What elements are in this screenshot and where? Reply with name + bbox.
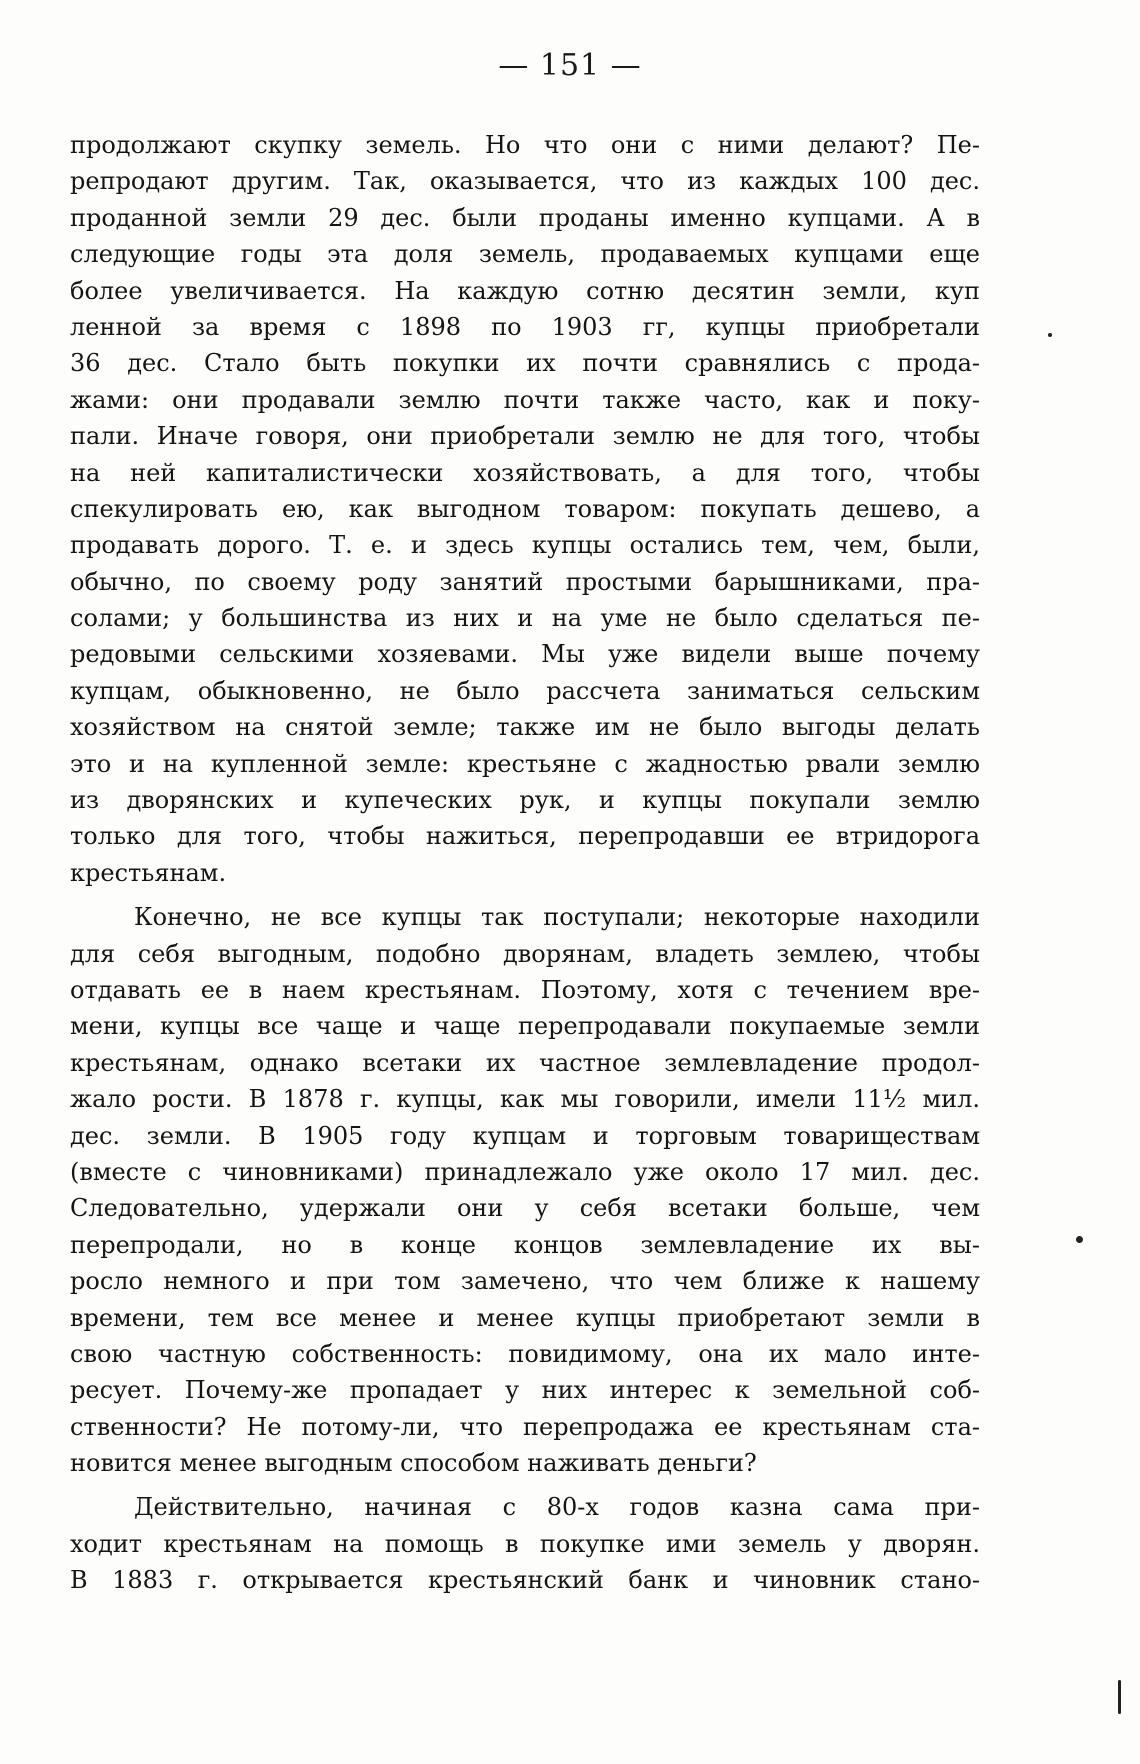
text-line: перепродали, но в конце концов землевладение их вы- [70, 1230, 980, 1259]
text-line: обычно, по своему роду занятий простыми барышниками, пра- [70, 567, 980, 596]
text-line: на ней капиталистически хозяйствовать, а для того, чтобы [70, 458, 980, 487]
text-line: более увеличивается. На каждую сотню десятин земли, куп [70, 276, 980, 305]
text-line: проданной земли 29 дес. были проданы именно купцами. А в [70, 203, 980, 232]
scan-speck [1118, 1680, 1121, 1714]
text-line: дес. земли. В 1905 году купцам и торговым товариществам [70, 1121, 980, 1150]
paragraph-1 [70, 127, 980, 891]
text-line: из дворянских и купеческих рук, и купцы покупали землю [70, 786, 980, 815]
text-line: Следовательно, удержали они у себя всетаки больше, чем [70, 1194, 980, 1223]
text-line: крестьянам. [70, 858, 227, 887]
text-line: свою частную собственность: повидимому, она их мало инте- [70, 1339, 980, 1368]
text-line: это и на купленной земле: крестьяне с жадностью рвали землю [70, 749, 980, 778]
text-line: времени, тем все менее и менее купцы приобретают земли в [70, 1303, 980, 1332]
text-line: В 1883 г. открывается крестьянский банк и чиновник стано- [70, 1566, 980, 1595]
text-line: новится менее выгодным способом наживать деньги? [70, 1449, 757, 1478]
text-line: Конечно, не все купцы так поступали; некоторые находили [134, 903, 980, 932]
text-line: купцам, обыкновенно, не было рассчета заниматься сельским [70, 676, 980, 705]
body-text [70, 127, 980, 1599]
text-line: только для того, чтобы нажиться, перепродавши ее втридорога [70, 822, 980, 851]
text-line: продолжают скупку земель. Но что они с ними делают? Пе- [70, 131, 980, 159]
text-line: пали. Иначе говоря, они приобретали землю не для того, чтобы [70, 422, 980, 451]
page-number: — 151 — [498, 48, 642, 83]
text-line: мени, купцы все чаще и чаще перепродавали покупаемые земли [70, 1012, 980, 1041]
paragraph-gap [70, 1481, 980, 1489]
scan-speck [1048, 333, 1052, 337]
text-line: крестьянам, однако всетаки их частное землевладение продол- [70, 1048, 980, 1077]
text-line: Действительно, начиная с 80-х годов казна сама при- [134, 1493, 980, 1522]
text-line: росло немного и при том замечено, что чем ближе к нашему [70, 1267, 980, 1296]
text-line: хозяйством на снятой земле; также им не было выгоды делать [70, 713, 980, 742]
text-line: 36 дес. Стало быть покупки их почти сравнялись с прода- [70, 349, 980, 378]
scan-speck [1076, 1236, 1083, 1243]
text-line: ходит крестьянам на помощь в покупке ими земель у дворян. [70, 1529, 980, 1558]
text-line: жами: они продавали землю почти также часто, как и поку- [70, 385, 980, 414]
paragraph-gap [70, 891, 980, 899]
text-line: продавать дорого. Т. е. и здесь купцы остались тем, чем, были, [70, 531, 980, 560]
text-line: ресует. Почему-же пропадает у них интерес к земельной соб- [70, 1376, 980, 1405]
text-line: редовыми сельскими хозяевами. Мы уже видели выше почему [70, 640, 980, 669]
text-line: следующие годы эта доля земель, продаваемых купцами еще [70, 240, 980, 269]
text-line: для себя выгодным, подобно дворянам, владеть землею, чтобы [70, 939, 980, 968]
text-line: репродают другим. Так, оказывается, что из каждых 100 дес. [70, 167, 980, 196]
text-line: жало рости. В 1878 г. купцы, как мы говорили, имели 11½ мил. [70, 1085, 980, 1114]
text-line: отдавать ее в наем крестьянам. Поэтому, хотя с течением вре- [70, 975, 980, 1004]
text-line: спекулировать ею, как выгодном товаром: покупать дешево, а [70, 494, 980, 523]
text-line: (вместе с чиновниками) принадлежало уже около 17 мил. дес. [70, 1157, 980, 1186]
text-line: солами; у большинства из них и на уме не было сделаться пе- [70, 604, 980, 633]
text-line: ственности? Не потому-ли, что перепродажа ее крестьянам ста- [70, 1412, 980, 1441]
paragraph-3 [70, 1489, 980, 1598]
text-line: ленной за время с 1898 по 1903 гг, купцы приобретали [70, 312, 980, 341]
paragraph-2 [70, 899, 980, 1481]
